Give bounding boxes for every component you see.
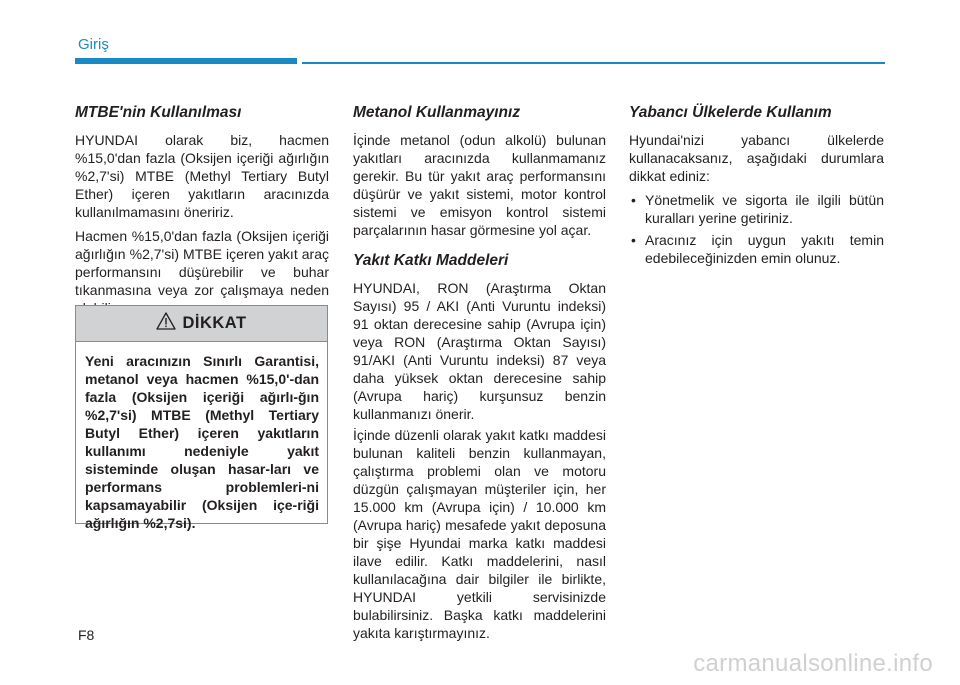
additives-paragraph-2: İçinde düzenli olarak yakıt katkı maddesi bulunan kaliteli benzin kullanmayan, çalıştırma problemi olan ve motoru düzgün çalışmayan müşteriler için, her 15.000 km (Avrupa için) / 10.000 km (Avrupa hariç) mesafede yakıt deposuna bir şişe Hyundai marka katkı maddesi ilave edilir. Katkı maddelerini, nasıl kullanılacağına dair bilgiler ile birlikte, HYUNDAI yetkili servisinizde bulabilirsiniz. Başka katkı maddelerini yakıta karıştırmayınız. [353, 427, 606, 641]
section-title: Giriş [78, 36, 109, 53]
list-item [629, 231, 884, 267]
additives-heading: Yakıt Katkı Maddeleri [353, 252, 509, 269]
caution-text: Yeni aracınızın Sınırlı Garantisi, metanol veya hacmen %15,0'-dan fazla (Oksijen içeriği ağırlı-ğın %2,7'si) MTBE (Methyl Tertiary Butyl Ether) içeren yakıtların kullanımı nedeniyle yakıt sisteminde oluşan hasar-ları ve performans problemleri-ni kapsamayabilir (Oksijen içe-riği ağırlığın %2,7si). [85, 353, 319, 531]
column-mtbe [75, 104, 329, 323]
column-abroad [629, 104, 884, 271]
mtbe-paragraph-1: HYUNDAI olarak biz, hacmen %15,0'dan fazla (Oksijen içeriği ağırlığın %2,7'si) MTBE (Methyl Tertiary Butyl Ether) içeren yakıtların aracınızda kullanılmamasını öneririz. [75, 132, 329, 220]
list-item-text: Aracınız için uygun yakıtı temin edebileceğinizden emin olunuz. [645, 232, 884, 266]
bullet-icon: • [631, 232, 636, 248]
list-item [629, 191, 884, 227]
caution-box [75, 305, 328, 531]
mtbe-heading: MTBE'nin Kullanılması [75, 104, 242, 121]
abroad-paragraph: Hyundai'nizi yabancı ülkelerde kullanacaksanız, aşağıdaki durumlara dikkat ediniz: [629, 132, 884, 184]
header-rule-thin [302, 62, 885, 64]
header-rule-thick [75, 58, 297, 64]
page-number: F8 [78, 627, 95, 643]
caution-title: DİKKAT [182, 314, 247, 332]
caution-header [76, 306, 327, 342]
methanol-paragraph: İçinde metanol (odun alkolü) bulunan yakıtları aracınızda kullanmamanız gerekir. Bu tür yakıt araç performansını düşürür ve yakıt sistemi, motor kontrol sistemi ve emisyon kontrol sistemi parçalarının hasar görmesine yol açar. [353, 132, 606, 238]
methanol-heading: Metanol Kullanmayınız [353, 104, 521, 121]
watermark: carmanualsonline.info [693, 650, 933, 677]
additives-paragraph-1: HYUNDAI, RON (Araştırma Oktan Sayısı) 95 / AKI (Anti Vuruntu indeksi) 91 oktan derecesine sahip (Avrupa için) veya RON (Araştırma Oktan Sayısı) 91/AKI (Anti Vuruntu indeksi) 87 veya daha yüksek oktan derecesine sahip (Avrupa hariç) kurşunsuz benzin kullanmanızı önerir. [353, 280, 606, 422]
mtbe-paragraph-2: Hacmen %15,0'dan fazla (Oksijen içeriği ağırlığın %2,7'si) MTBE içeren yakıt araç performansını düşürebilir ve buhar tıkanmasına veya zor çalışmaya neden [75, 228, 329, 298]
abroad-heading: Yabancı Ülkelerde Kullanım [629, 104, 832, 121]
abroad-list [629, 191, 884, 267]
warning-triangle-icon [156, 312, 176, 335]
list-item-text: Yönetmelik ve sigorta ile ilgili bütün kuralları yerine getiriniz. [645, 192, 884, 226]
column-methanol [353, 104, 606, 648]
bullet-icon: • [631, 192, 636, 208]
